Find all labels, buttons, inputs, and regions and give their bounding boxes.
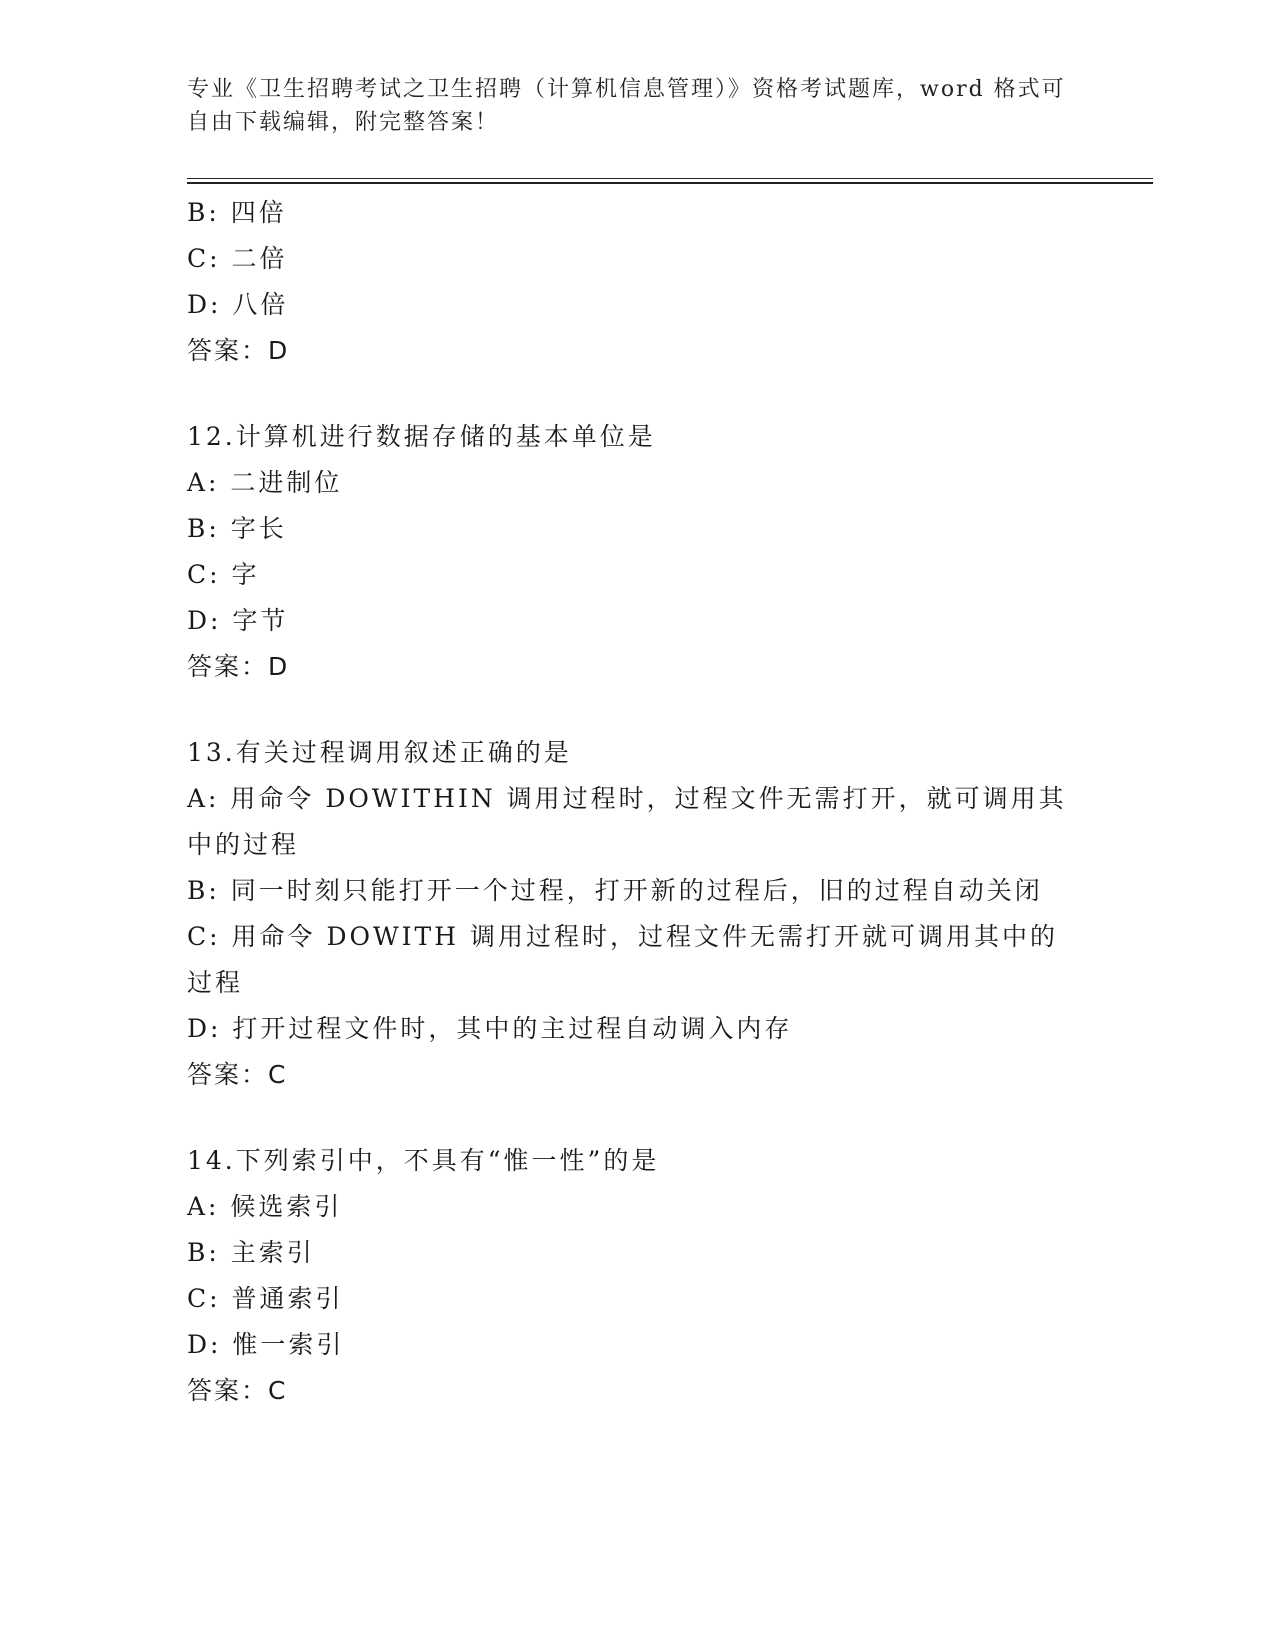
option-a: A: 候选索引 (187, 1192, 343, 1221)
option-d: D: 打开过程文件时，其中的主过程自动调入内存 (187, 1014, 793, 1043)
question-content (187, 190, 1087, 1414)
question-title: 12.计算机进行数据存储的基本单位是 (187, 422, 656, 451)
option-a: A: 用命令 DOWITHIN 调用过程时，过程文件无需打开，就可调用其中的过程 (187, 784, 1067, 859)
option-d: D: 八倍 (187, 290, 289, 319)
answer-line: 答案：C (187, 1376, 288, 1405)
document-header: 专业《卫生招聘考试之卫生招聘（计算机信息管理）》资格考试题库，word 格式可自由下载编辑，附完整答案！ (187, 77, 1066, 135)
option-d: D: 惟一索引 (187, 1330, 345, 1359)
question-block-13 (187, 730, 1087, 1098)
question-block-partial (187, 190, 1087, 374)
option-b: B: 同一时刻只能打开一个过程，打开新的过程后，旧的过程自动关闭 (187, 876, 1043, 905)
option-b: B: 四倍 (187, 198, 287, 227)
option-b: B: 字长 (187, 514, 287, 543)
option-c: C: 字 (187, 560, 260, 589)
option-d: D: 字节 (187, 606, 289, 635)
answer-line: 答案：D (187, 336, 290, 365)
answer-line: 答案：C (187, 1060, 288, 1089)
option-b: B: 主索引 (187, 1238, 315, 1267)
question-title: 14.下列索引中，不具有“惟一性”的是 (187, 1146, 660, 1175)
answer-line: 答案：D (187, 652, 290, 681)
header-rule-thick (187, 182, 1153, 184)
option-c: C: 二倍 (187, 244, 288, 273)
option-a: A: 二进制位 (187, 468, 343, 497)
question-block-12 (187, 414, 1087, 690)
option-c: C: 用命令 DOWITH 调用过程时，过程文件无需打开就可调用其中的过程 (187, 922, 1058, 997)
question-block-14 (187, 1138, 1087, 1414)
option-c: C: 普通索引 (187, 1284, 344, 1313)
header-rule-thin (187, 178, 1153, 179)
question-title: 13.有关过程调用叙述正确的是 (187, 738, 572, 767)
